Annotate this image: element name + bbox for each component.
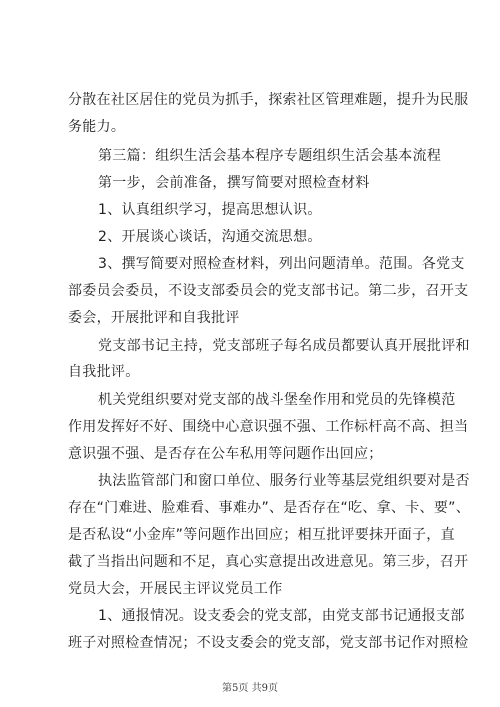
list-item-1: 1、认真组织学习，提高思想认识。 [98, 202, 322, 218]
section-heading: 第三篇：组织生活会基本程序专题组织生活会基本流程 [98, 148, 442, 164]
text-line-11: 自我批评。 [68, 364, 140, 380]
text-line-1: 分散在社区居住的党员为抓手，探索社区管理难题，提升为民服 [68, 92, 469, 108]
text-line-10: 党支部书记主持，党支部班子每名成员都要认真开展批评和 [98, 338, 470, 354]
step-one-heading: 第一步，会前准备，撰写简要对照检查材料 [98, 175, 370, 191]
list-item-3: 3、撰写简要对照检查材料，列出问题清单。范围。各党支 [98, 256, 465, 272]
text-line-12: 机关党组织要对党支部的战斗堡垒作用和党员的先锋模范 [98, 392, 456, 408]
text-line-2: 务能力。 [68, 119, 126, 135]
text-line-8: 部委员会委员，不设支部委员会的党支部书记。第二步，召开支 [68, 283, 469, 299]
text-line-20: 1、通报情况。设支委会的党支部，由党支部书记通报支部 [98, 608, 465, 624]
text-line-21: 班子对照检查情况；不设支委会的党支部，党支部书记作对照检 [68, 635, 469, 651]
text-line-16: 存在“门难进、脸难看、事难办”、是否存在“吃、拿、卡、要”、 [68, 500, 471, 516]
text-line-18: 截了当指出问题和不足，真心实意提出改进意见。第三步，召开 [68, 554, 469, 570]
text-line-15: 执法监管部门和窗口单位、服务行业等基层党组织要对是否 [98, 473, 470, 489]
text-line-13: 作用发挥好不好、围绕中心意识强不强、工作标杆高不高、担当 [68, 419, 469, 435]
text-line-14: 意识强不强、是否存在公车私用等问题作出回应； [68, 446, 383, 462]
page-number-footer: 第5页 共9页 [222, 683, 278, 694]
list-item-2: 2、开展谈心谈话，沟通交流思想。 [98, 229, 322, 245]
text-line-19: 党员大会，开展民主评议党员工作 [68, 581, 283, 597]
text-line-9: 委会，开展批评和自我批评 [68, 310, 240, 326]
text-line-17: 是否私设“小金库”等问题作出回应；相互批评要抹开面子，直 [68, 527, 455, 543]
